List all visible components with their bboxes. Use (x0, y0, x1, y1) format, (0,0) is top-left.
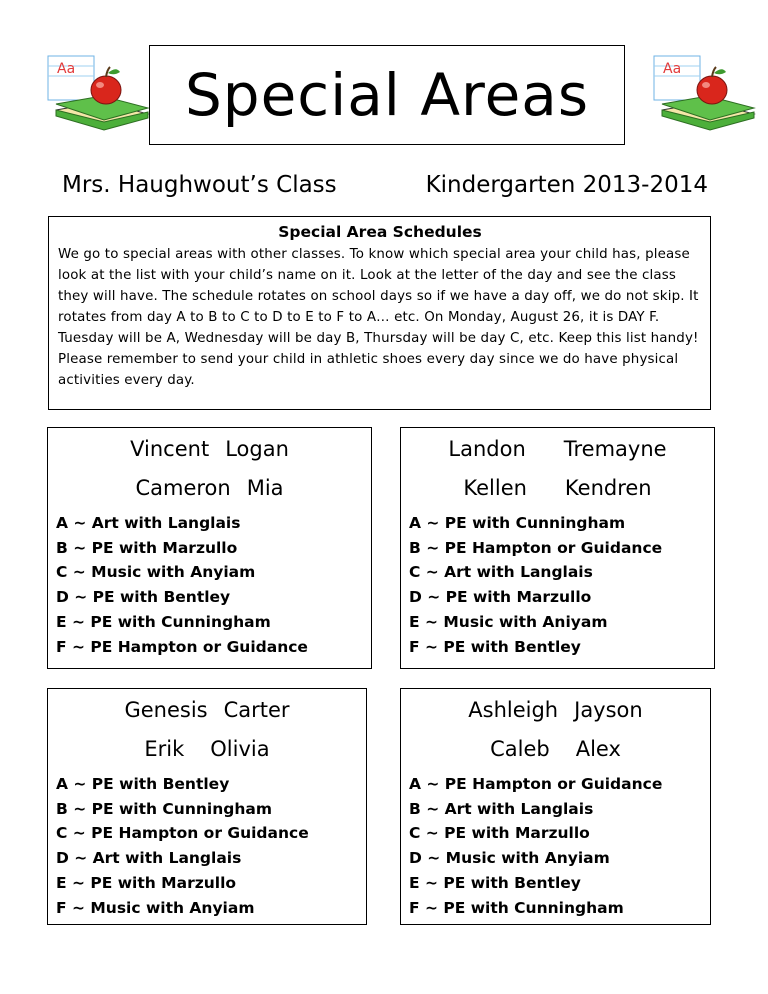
schedule-group-1 (47, 427, 372, 669)
student-name: Tremayne (563, 437, 667, 461)
schedule-item: C ~ Music with Anyiam (56, 563, 256, 582)
schedule-item: D ~ PE with Marzullo (409, 588, 592, 607)
student-name: Vincent (130, 437, 210, 461)
student-name: Mia (246, 476, 284, 500)
schedule-list (48, 511, 371, 659)
page-title: Special Areas (184, 61, 590, 129)
student-name: Olivia (210, 737, 270, 761)
schedule-item: E ~ Music with Aniyam (409, 612, 608, 631)
schedule-item: A ~ Art with Langlais (56, 514, 241, 532)
student-name: Erik (144, 737, 185, 761)
student-name: Landon (448, 437, 526, 461)
schedule-list (48, 772, 366, 920)
clipart-letters: Aa (57, 61, 76, 77)
intro-text: We go to special areas with other classes. To know which special area your child has, please look at the list with your child’s name on it. Look at the letter of the day and see the class they will have. The schedule rotates on school days so if we have a day off, we do not skip. It rotates from day A to B to C to D to E to F to A… etc. On Monday, August 26, it is DAY F. Tuesday will be A, Wednesday will be day B, Thursday will be day C, etc. Keep this list handy! Please remember to send your child in athletic shoes every day since we do have physical activities every day. (58, 247, 699, 388)
schedule-item: E ~ PE with Cunningham (56, 612, 271, 631)
schedule-item: F ~ PE Hampton or Guidance (56, 637, 308, 656)
schedule-item: A ~ PE Hampton or Guidance (409, 775, 663, 793)
schedule-item: E ~ PE with Bentley (409, 873, 581, 892)
schedule-item: C ~ PE with Marzullo (409, 824, 590, 843)
title-box (149, 45, 625, 145)
apple-book-icon (44, 52, 154, 134)
student-name: Kendren (564, 476, 652, 500)
clipart-letters: Aa (663, 61, 682, 77)
schedule-item: B ~ PE with Marzullo (56, 538, 238, 557)
schedule-item: C ~ PE Hampton or Guidance (56, 824, 309, 843)
schedule-item: C ~ Art with Langlais (409, 563, 593, 582)
schedule-group-3 (47, 688, 367, 925)
intro-heading: Special Area Schedules (278, 223, 482, 241)
student-name: Logan (225, 437, 289, 461)
student-name: Ashleigh (468, 698, 559, 722)
schedule-item: F ~ Music with Anyiam (56, 898, 255, 917)
schedule-group-2 (400, 427, 715, 669)
student-name: Jayson (574, 698, 643, 722)
schedule-item: D ~ Art with Langlais (56, 849, 242, 868)
schedule-item: D ~ PE with Bentley (56, 588, 231, 607)
schedule-item: B ~ PE Hampton or Guidance (409, 538, 663, 557)
apple-book-clipart-right (650, 52, 760, 134)
schedule-list (401, 772, 710, 920)
schedule-item: F ~ PE with Bentley (409, 637, 581, 656)
student-names (401, 438, 714, 505)
class-name: Mrs. Haughwout’s Class (62, 172, 337, 198)
schedule-list (401, 511, 714, 659)
student-name: Caleb (490, 737, 550, 761)
schedule-item: A ~ PE with Cunningham (409, 514, 626, 532)
schedule-item: A ~ PE with Bentley (56, 775, 230, 793)
student-name: Cameron (135, 476, 231, 500)
apple-book-icon (650, 52, 760, 134)
student-names (401, 699, 710, 766)
student-name: Carter (223, 698, 290, 722)
schedule-item: D ~ Music with Anyiam (409, 849, 610, 868)
intro-box (48, 216, 711, 410)
schedule-item: B ~ PE with Cunningham (56, 799, 272, 818)
student-names (48, 438, 371, 505)
schedule-group-4 (400, 688, 711, 925)
apple-book-clipart-left (44, 52, 154, 134)
schedule-item: B ~ Art with Langlais (409, 799, 594, 818)
student-names (48, 699, 366, 766)
grade-year: Kindergarten 2013-2014 (425, 172, 708, 198)
schedule-item: E ~ PE with Marzullo (56, 873, 237, 892)
student-name: Alex (575, 737, 621, 761)
student-name: Genesis (124, 698, 208, 722)
student-name: Kellen (463, 476, 527, 500)
schedule-item: F ~ PE with Cunningham (409, 898, 624, 917)
